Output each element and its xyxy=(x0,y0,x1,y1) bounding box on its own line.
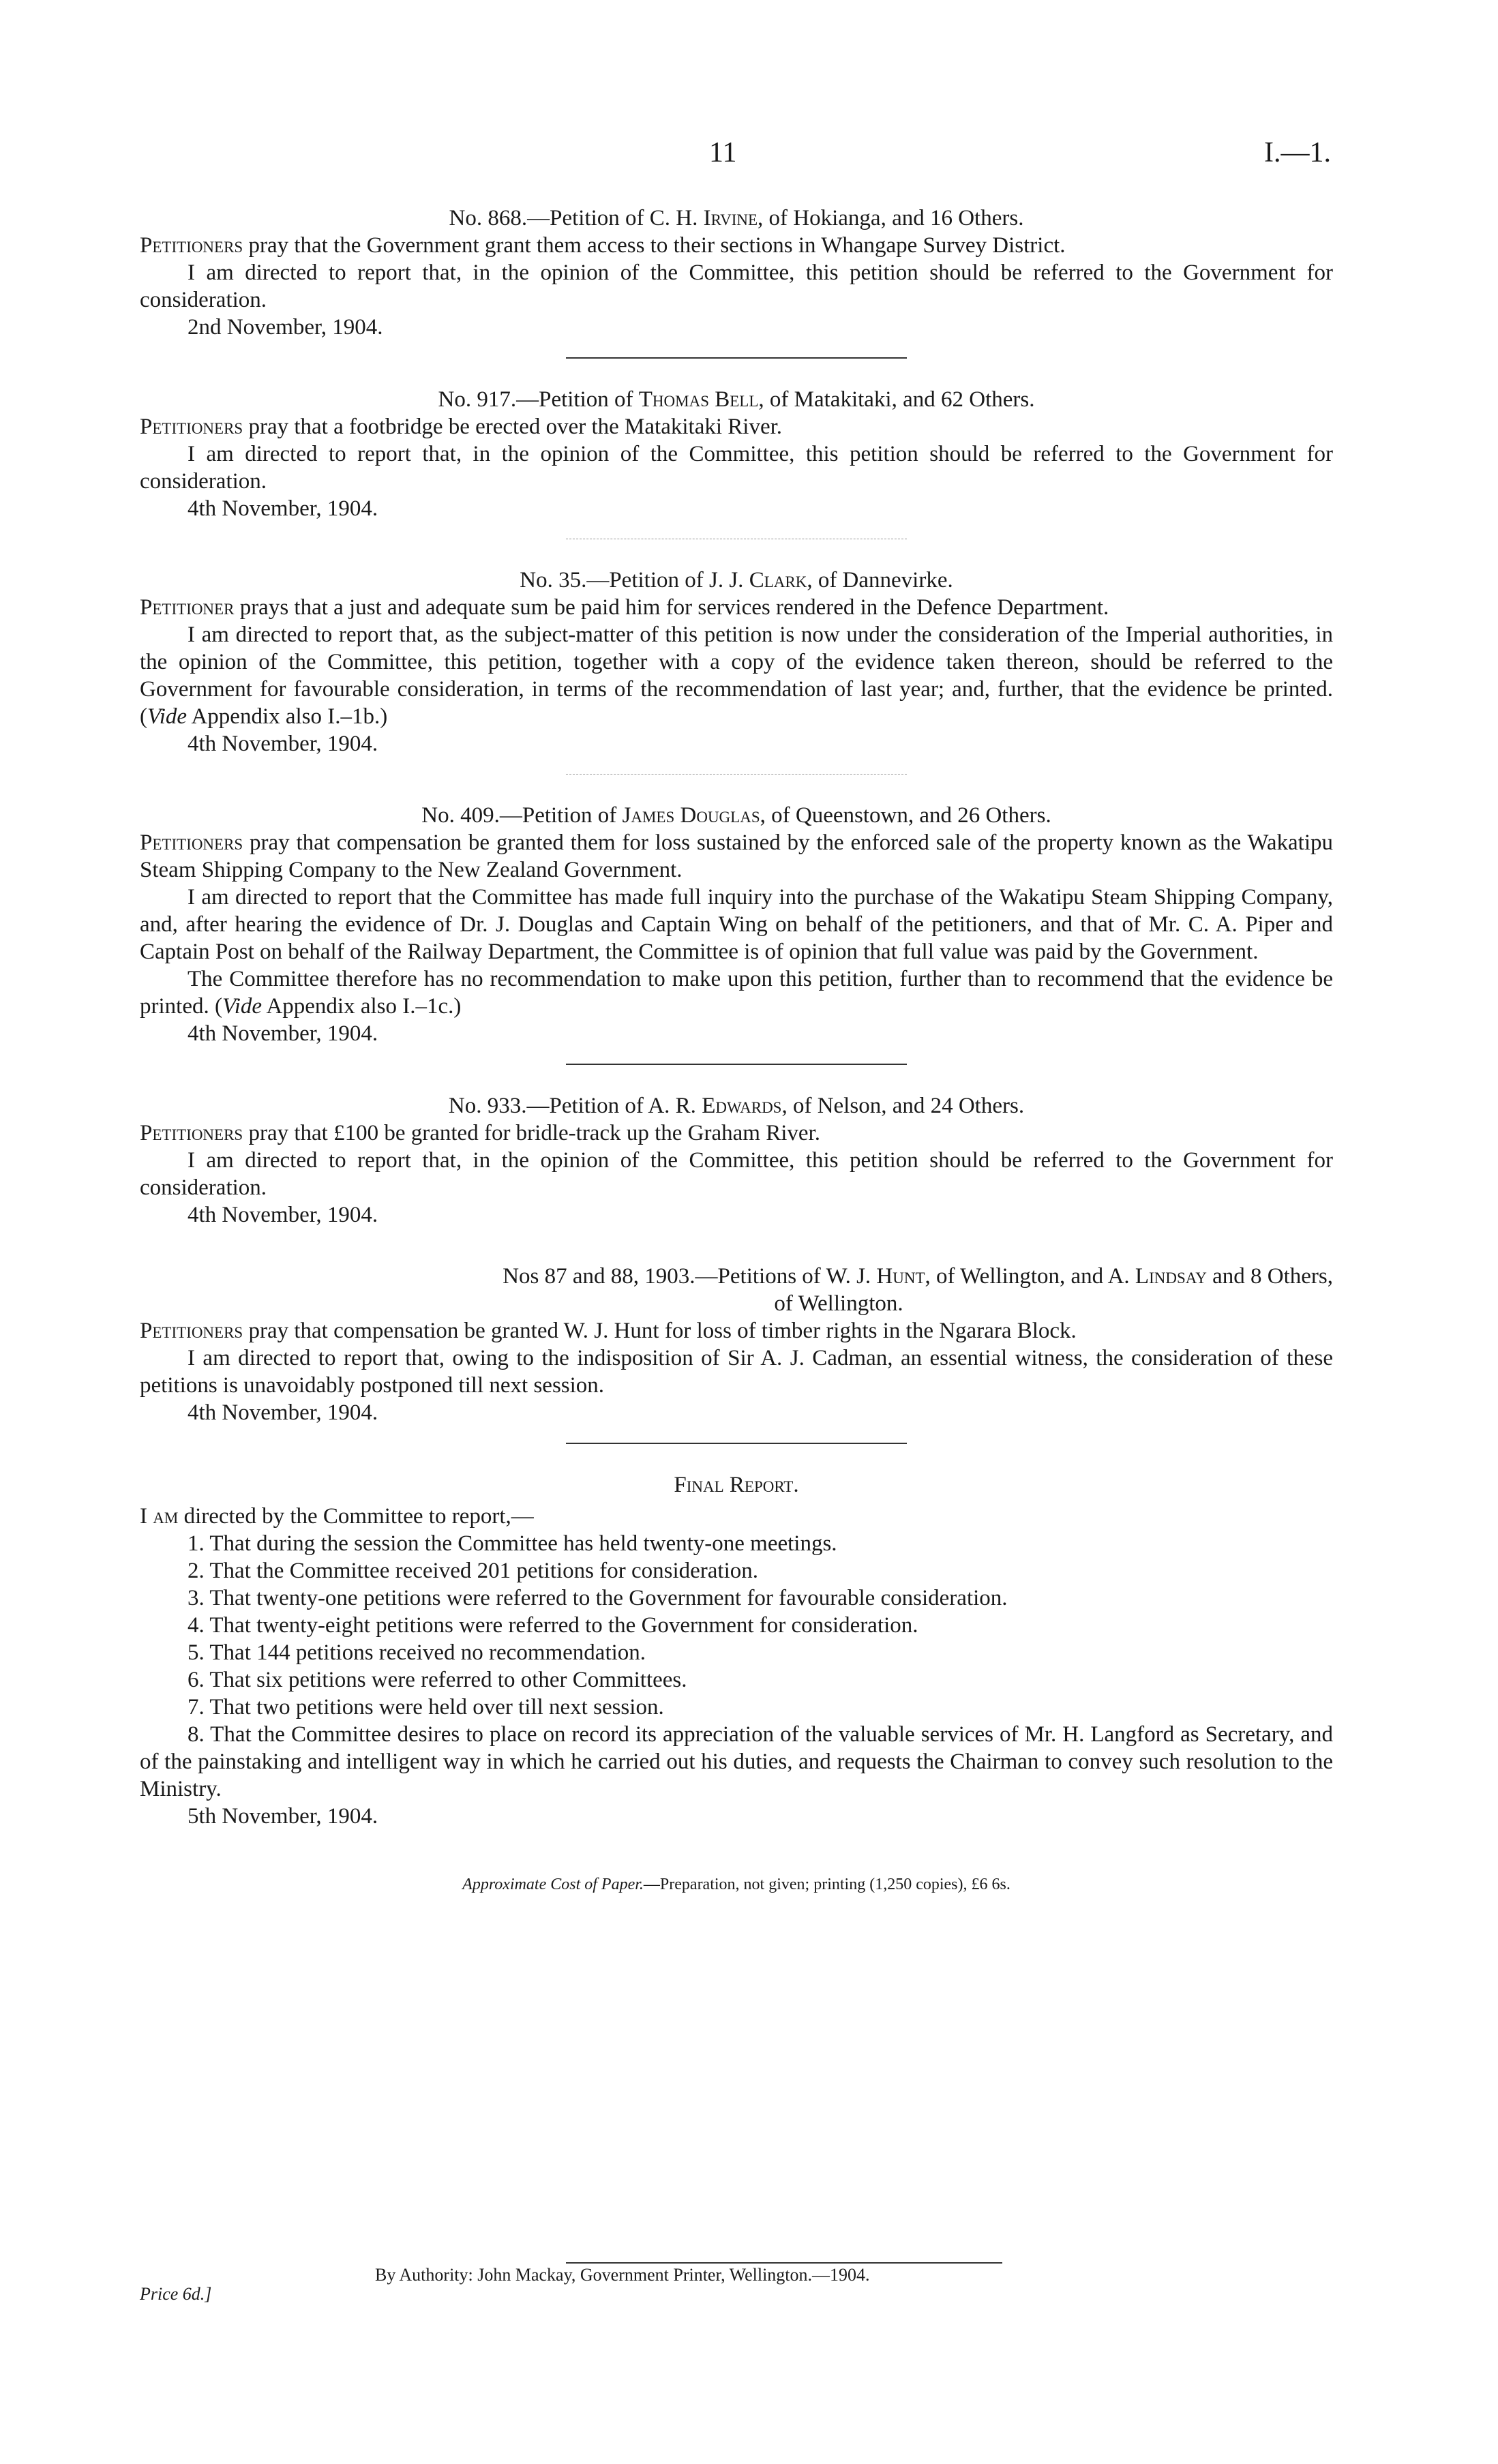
footer-divider xyxy=(566,2262,1002,2264)
petition-report-continued: The Committee therefore has no recommendation to make upon this petition, further than to recommend that the evidence be printed. (Vide Appendix also I.–1c.) xyxy=(140,967,1333,1019)
petition-date: 4th November, 1904. xyxy=(188,496,378,521)
document-body xyxy=(140,205,1333,1898)
final-report-item: 6. That six petitions were referred to other Committees. xyxy=(188,1668,687,1692)
petition-933 xyxy=(140,1092,1333,1229)
section-divider xyxy=(566,774,907,775)
petition-title xyxy=(140,205,1333,232)
petition-prayer: Petitioner prays that a just and adequate sum be paid him for services rendered in the Defence Department. xyxy=(140,595,1109,620)
final-report-item: 4. That twenty-eight petitions were referred to the Government for consideration. xyxy=(188,1613,918,1638)
petition-date: 4th November, 1904. xyxy=(188,732,378,756)
petition-868 xyxy=(140,205,1333,341)
petition-date: 4th November, 1904. xyxy=(188,1400,378,1425)
petition-prayer: Petitioners pray that compensation be granted them for loss sustained by the enforced sale of the property known as the Wakatipu Steam Shipping Company to the New Zealand Government. xyxy=(140,830,1333,882)
petition-title: No. 933.—Petition of A. R. Edwards, of Nelson, and 24 Others. xyxy=(448,1094,1025,1118)
cost-note: Approximate Cost of Paper.—Preparation, not given; printing (1,250 copies), £6 6s. xyxy=(462,1876,1010,1893)
petition-number: No. 868.—Petition of C. H. xyxy=(449,206,698,230)
final-report-title: Final Report. xyxy=(674,1473,799,1497)
final-report-item: 3. That twenty-one petitions were referred to the Government for favourable consideration. xyxy=(188,1586,1008,1610)
petition-report: I am directed to report that, owing to the indisposition of Sir A. J. Cadman, an essential witness, the consideration of these petitions is unavoidably postponed till next session. xyxy=(140,1346,1333,1398)
petition-title: Nos 87 and 88, 1903.—Petitions of W. J. Hunt, of Wellington, and A. Lindsay and 8 Others, of Wellington. xyxy=(503,1264,1333,1316)
price-note: Price 6d.] xyxy=(140,2284,212,2304)
section-divider xyxy=(566,357,907,359)
final-report xyxy=(140,1471,1333,1830)
petition-origin: , of Hokianga, and 16 Others. xyxy=(758,206,1024,230)
petition-title: No. 409.—Petition of James Douglas, of Queenstown, and 26 Others. xyxy=(421,803,1051,828)
petition-date: 4th November, 1904. xyxy=(188,1021,378,1046)
final-report-item: 5. That 144 petitions received no recommendation. xyxy=(188,1640,646,1665)
petition-917 xyxy=(140,386,1333,522)
petition-87-88 xyxy=(140,1263,1333,1426)
final-report-item: 7. That two petitions were held over till next session. xyxy=(188,1695,664,1719)
petition-report: I am directed to report that the Committee has made full inquiry into the purchase of the Wakatipu Steam Shipping Company, and, after hearing the evidence of Dr. J. Douglas and Captain Wing on behalf of the petitioners, and that of Mr. C. A. Piper and Captain Post on behalf of the Railway Department, the Committee is of opinion that full value was paid by the Government. xyxy=(140,885,1333,964)
spacer xyxy=(140,1229,1333,1263)
petition-report: I am directed to report that, in the opinion of the Committee, this petition should be referred to the Government for consideration. xyxy=(140,260,1333,312)
petition-409 xyxy=(140,802,1333,1047)
final-report-item: 2. That the Committee received 201 petitions for consideration. xyxy=(188,1559,759,1583)
page-number: 11 xyxy=(709,137,737,168)
petitioner-name: Irvine xyxy=(703,206,758,230)
petition-prayer: Petitioners pray that the Government grant them access to their sections in Whangape Survey District. xyxy=(140,233,1066,258)
page-reference: I.—1. xyxy=(1264,137,1331,168)
petition-date: 4th November, 1904. xyxy=(188,1203,378,1227)
petition-title: No. 35.—Petition of J. J. Clark, of Dannevirke. xyxy=(520,568,953,592)
petition-prayer: Petitioners pray that compensation be granted W. J. Hunt for loss of timber rights in the Ngarara Block. xyxy=(140,1319,1077,1343)
petition-prayer: Petitioners pray that a footbridge be erected over the Matakitaki River. xyxy=(140,415,783,439)
section-divider xyxy=(566,1064,907,1065)
printer-authority: By Authority: John Mackay, Government Printer, Wellington.—1904. xyxy=(375,2265,870,2285)
final-report-date: 5th November, 1904. xyxy=(188,1804,378,1829)
final-report-item: 8. That the Committee desires to place on record its appreciation of the valuable services of Mr. H. Langford as Secretary, and of the painstaking and intelligent way in which he carried out his duties, and requests the Chairman to convey such resolution to the Ministry. xyxy=(140,1722,1333,1801)
petition-35 xyxy=(140,567,1333,757)
final-report-intro: I am directed by the Committee to report,— xyxy=(140,1504,534,1529)
petition-date: 2nd November, 1904. xyxy=(188,315,383,340)
section-divider xyxy=(566,1443,907,1444)
petition-prayer: Petitioners pray that £100 be granted for bridle-track up the Graham River. xyxy=(140,1121,820,1145)
final-report-item: 1. That during the session the Committee has held twenty-one meetings. xyxy=(188,1531,837,1556)
petition-report: I am directed to report that, in the opinion of the Committee, this petition should be referred to the Government for consideration. xyxy=(140,1148,1333,1200)
petition-report: I am directed to report that, as the subject-matter of this petition is now under the consideration of the Imperial authorities, in the opinion of the Committee, this petition, together with a copy of the evidence taken thereon, should be referred to the Government for favourable consideration, in terms of the recommendation of last year; and, further, that the evidence be printed. (Vide Appendix also I.–1b.) xyxy=(140,622,1333,729)
petition-report: I am directed to report that, in the opinion of the Committee, this petition should be referred to the Government for consideration. xyxy=(140,442,1333,494)
petition-title: No. 917.—Petition of Thomas Bell, of Matakitaki, and 62 Others. xyxy=(438,387,1035,412)
